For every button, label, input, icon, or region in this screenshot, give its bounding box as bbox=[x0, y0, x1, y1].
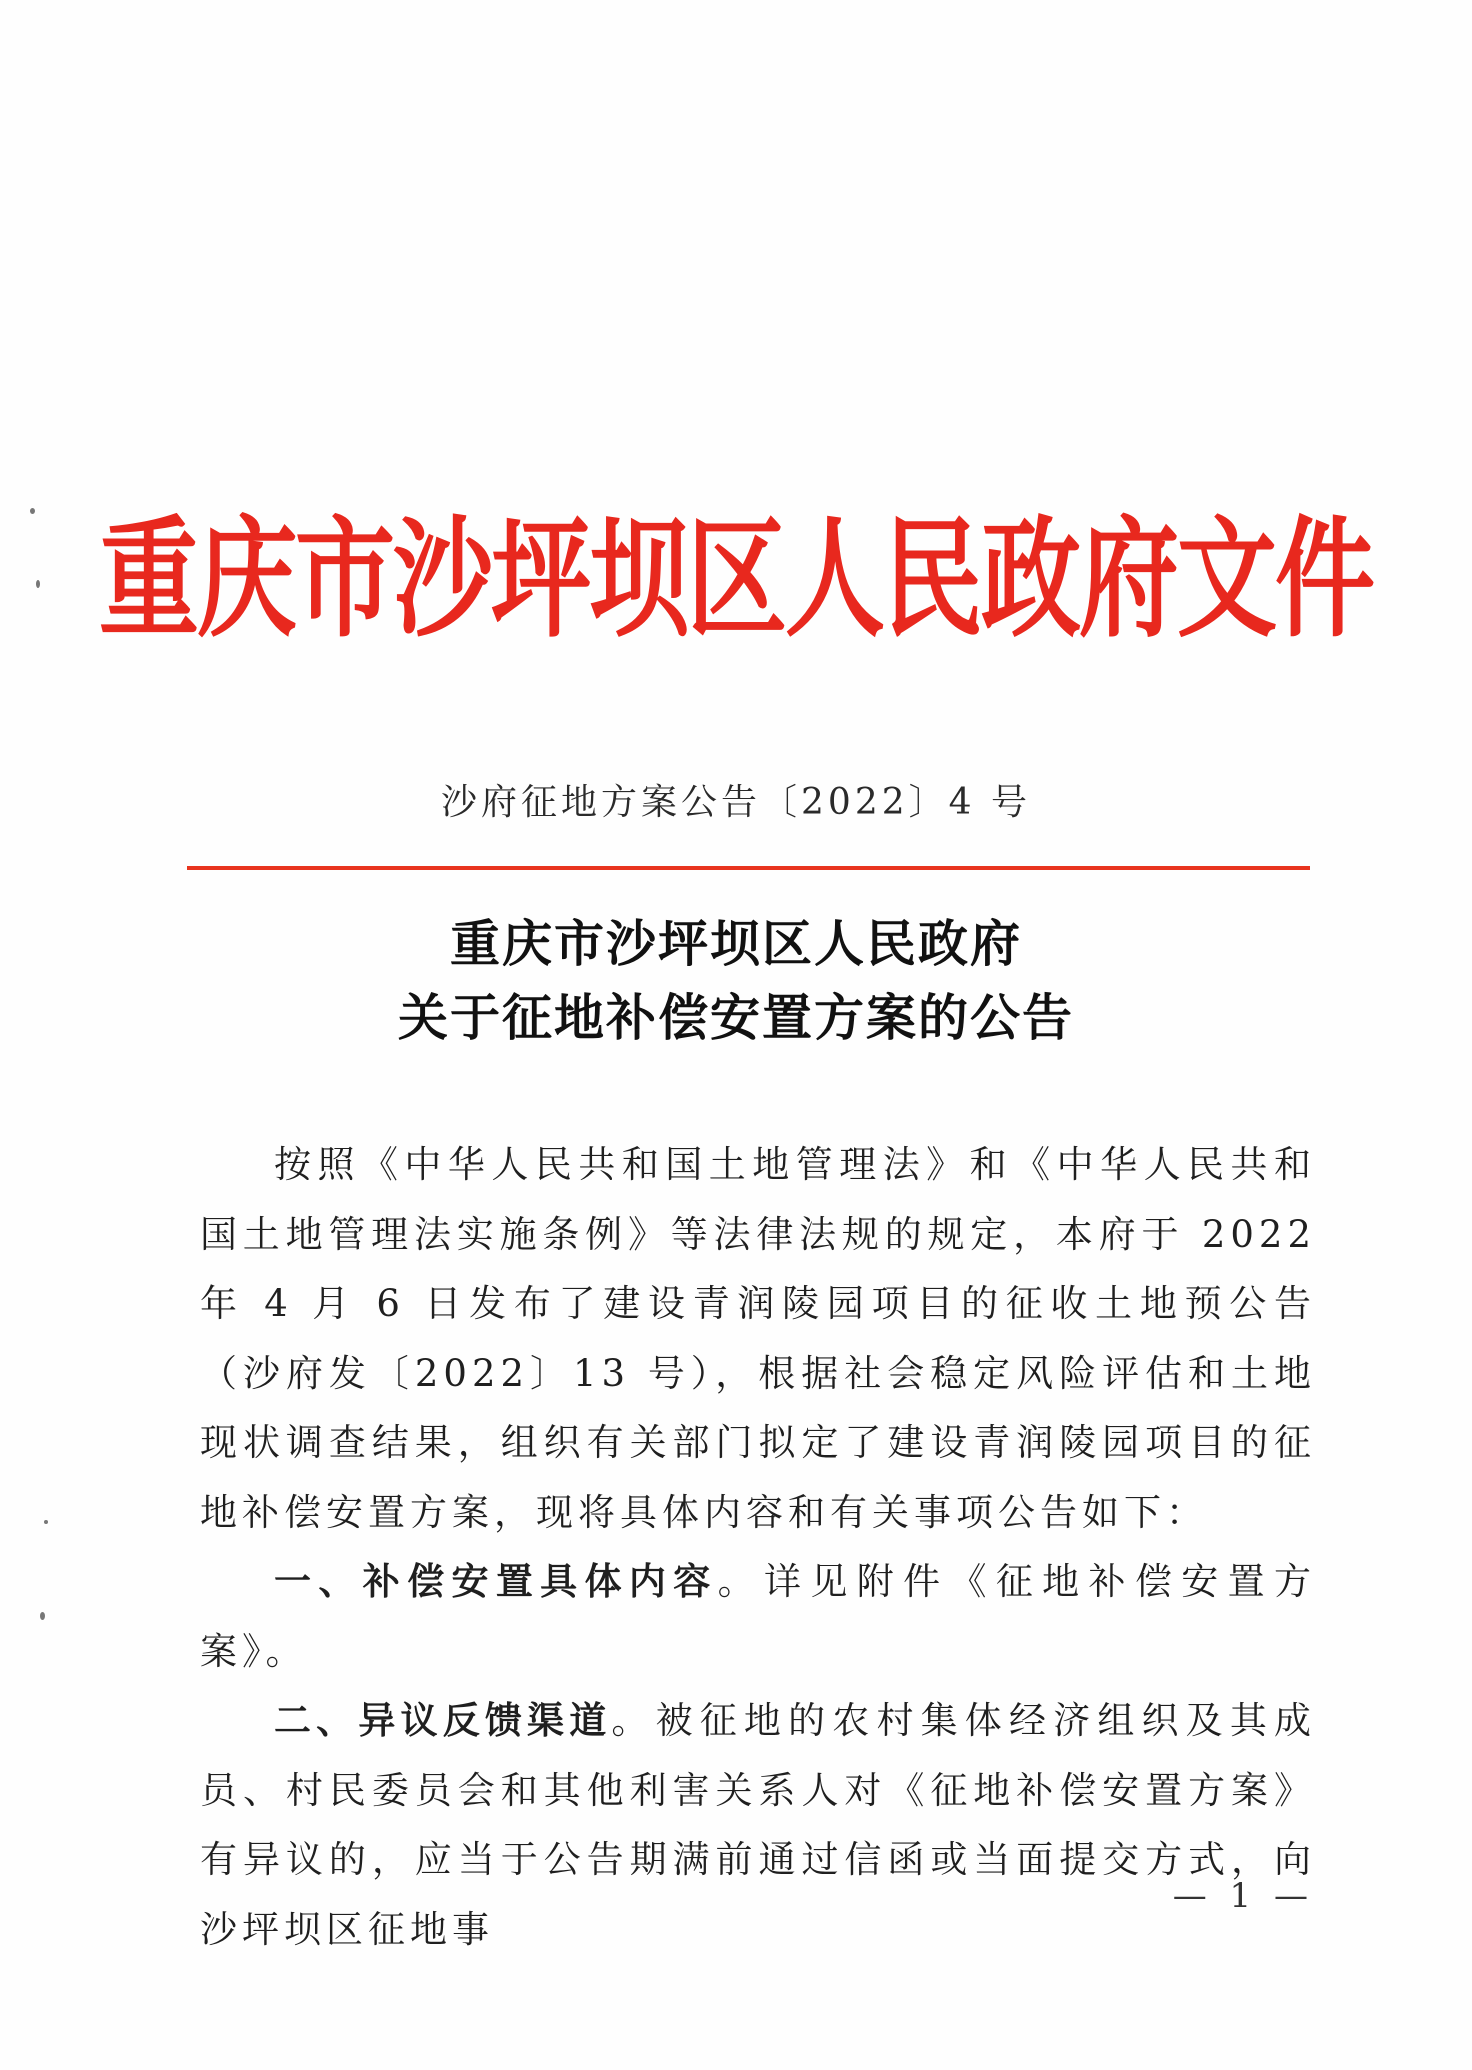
body-paragraph-intro: 按照《中华人民共和国土地管理法》和《中华人民共和国土地管理法实施条例》等法律法规的规定，本府于 2022 年 4 月 6 日发布了建设青润陵园项目的征收土地预公告（沙府发〔2022〕13 号），根据社会稳定风险评估和土地现状调查结果，组织有关部门拟定了建设青润陵园项目的征地补偿安置方案，现将具体内容和有关事项公告如下： bbox=[200, 1143, 1316, 1534]
document-number: 沙府征地方案公告〔2022〕4 号 bbox=[441, 782, 1031, 823]
section-2-heading: 二、异议反馈渠道 bbox=[274, 1699, 612, 1742]
scan-speck bbox=[44, 1520, 48, 1524]
document-title-line-2: 关于征地补偿安置方案的公告 bbox=[398, 988, 1074, 1047]
section-1-text: 。详见附件《征地补偿安置方案》。 bbox=[200, 1560, 1317, 1673]
document-body bbox=[200, 1130, 1316, 1964]
document-masthead: 重庆市沙坪坝区人民政府文件 bbox=[99, 503, 1373, 656]
section-1-heading: 一、补偿安置具体内容 bbox=[274, 1560, 718, 1603]
section-2-text: 。被征地的农村集体经济组织及其成员、村民委员会和其他利害关系人对《征地补偿安置方案》有异议的，应当于公告期满前通过信函或当面提交方式，向沙坪坝区征地事 bbox=[200, 1699, 1317, 1951]
body-paragraph-section-2 bbox=[200, 1686, 1316, 1964]
red-divider-line bbox=[187, 866, 1310, 870]
body-paragraph-section-1 bbox=[200, 1547, 1316, 1686]
page-number: — 1 — bbox=[1172, 1876, 1314, 1916]
scan-speck bbox=[40, 1612, 45, 1620]
document-title-line-1: 重庆市沙坪坝区人民政府 bbox=[450, 914, 1022, 973]
